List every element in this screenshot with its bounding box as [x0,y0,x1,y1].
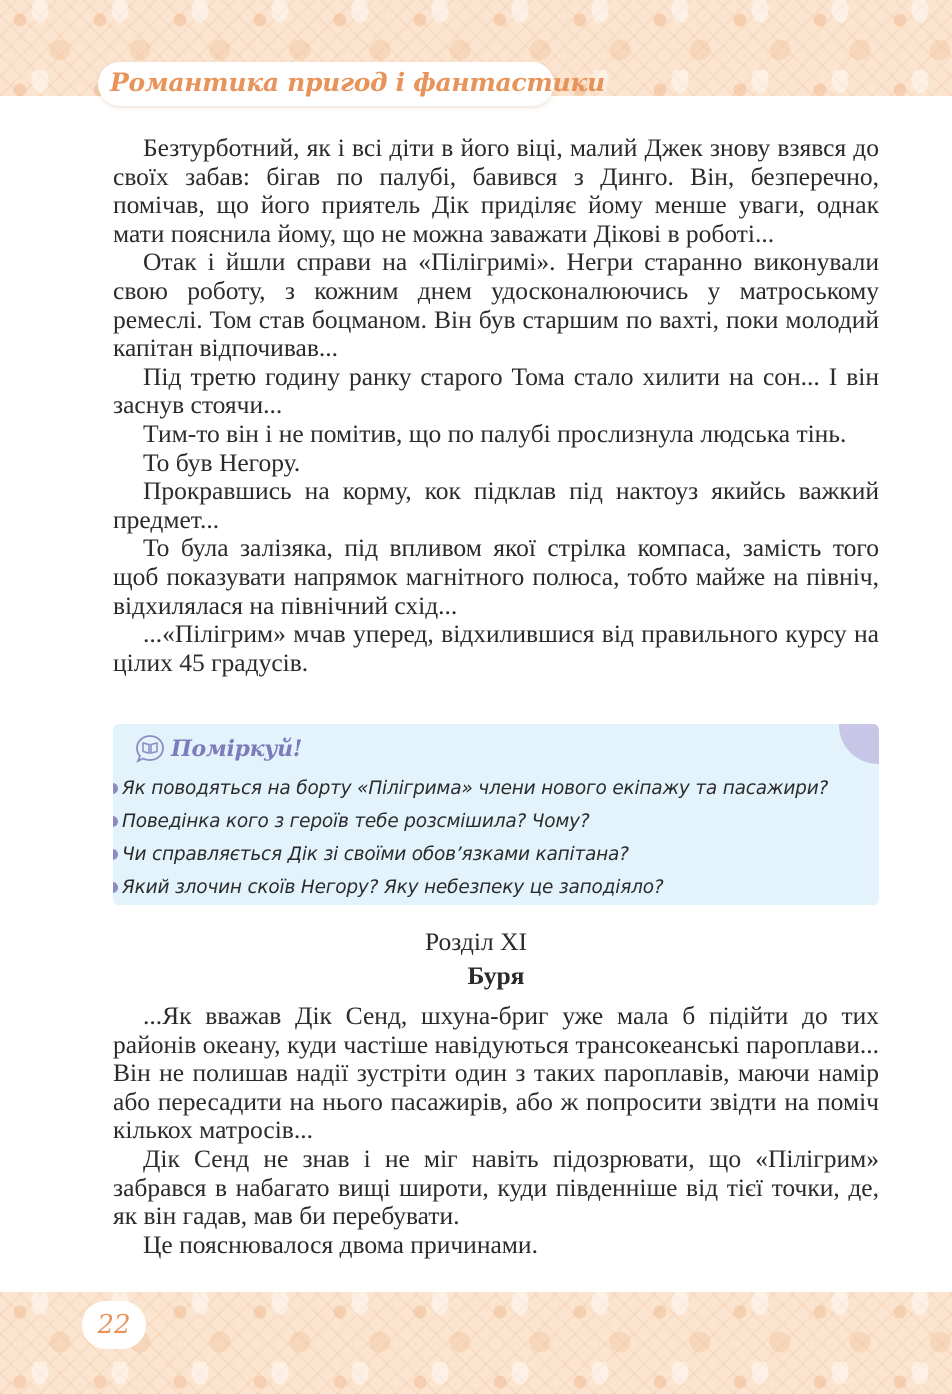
page-number: 22 [97,1310,131,1340]
paragraph: Це пояснювалося двома причинами. [143,1229,538,1259]
paragraph: Під третю годину ранку старого Тома стало хилити на сон... І він заснув стоячи... [113,361,879,420]
paragraph: Отак і йшли справи на «Пілігримі». Негри старанно виконували свою роботу, з кожним днем удосконалюючись у матроському ремеслі. Том став боцманом. Він був старшим по вахті, поки молодий капітан відпочивав... [113,247,879,363]
bullet-dot-icon [113,849,118,860]
bullet-dot-icon [113,783,118,794]
paragraph: Безтурботний, як і всі діти в його віці, малий Джек знову взявся до своїх забав: бігав по палубі, бавився з Динго. Він, безперечно, помічав, що його приятель Дік приділяє йому менше уваги, однак мати пояснила йому, що не можна заважати Дікові в роботі... [113,133,879,248]
question-item [113,772,828,805]
body-text-bottom [113,1002,879,1259]
corner-decoration [839,724,879,764]
question-text: Як поводяться на борту «Пілігрима» члени нового екіпажу та пасажири? [122,778,829,799]
think-box-header [135,734,302,764]
paragraph: Тим-то він і не помітив, що по палубі прослизнула людська тінь. [143,418,847,448]
bullet-dot-icon [113,816,118,827]
paragraph: Дік Сенд не знав і не міг навіть підозрювати, що «Пілігрим» забрався в набагато вищі широти, куди південніше від тієї точки, де, як він гадав, мав би перебувати. [113,1143,879,1231]
paragraph: То був Негору. [143,447,301,477]
paragraph: Прокравшись на корму, кок підклав під нактоуз якийсь важкий предмет... [113,476,879,534]
body-text-top [113,134,879,677]
question-item [113,805,828,838]
bullet-dot-icon [113,882,118,893]
chapter-label: Розділ XI [425,927,527,956]
chapter-title: Буря [467,961,525,990]
question-text: Чи справляється Дік зі своїми обов’язками капітана? [122,844,629,865]
question-list [113,772,828,904]
question-item [113,871,828,904]
question-text: Який злочин скоїв Негору? Яку небезпеку це заподіяло? [122,877,664,898]
section-title: Романтика пригод і фантастики [110,68,605,97]
think-box [113,724,879,905]
book-icon [135,734,165,764]
question-text: Поведінка кого з героїв тебе розсмішила? Чому? [122,811,590,832]
think-box-title: Поміркуй! [171,736,303,762]
paragraph: То була залізяка, під впливом якої стрілка компаса, замість того щоб показувати напрямок магнітного полюса, тобто майже на північ, відхилялася на північний схід... [113,533,879,620]
paragraph: ...Як вважав Дік Сенд, шхуна-бриг уже мала б підійти до тих районів океану, куди частіше навідуються трансокеанські пароплави... Він не полишав надії зустріти один з таких пароплавів, маючи намір або пересадити на нього пасажирів, або ж попросити звідти на поміч кількох матросів... [113,1001,879,1145]
question-item [113,838,828,871]
paragraph: ...«Пілігрим» мчав уперед, відхилившися від правильного курсу на цілих 45 градусів. [113,619,879,677]
